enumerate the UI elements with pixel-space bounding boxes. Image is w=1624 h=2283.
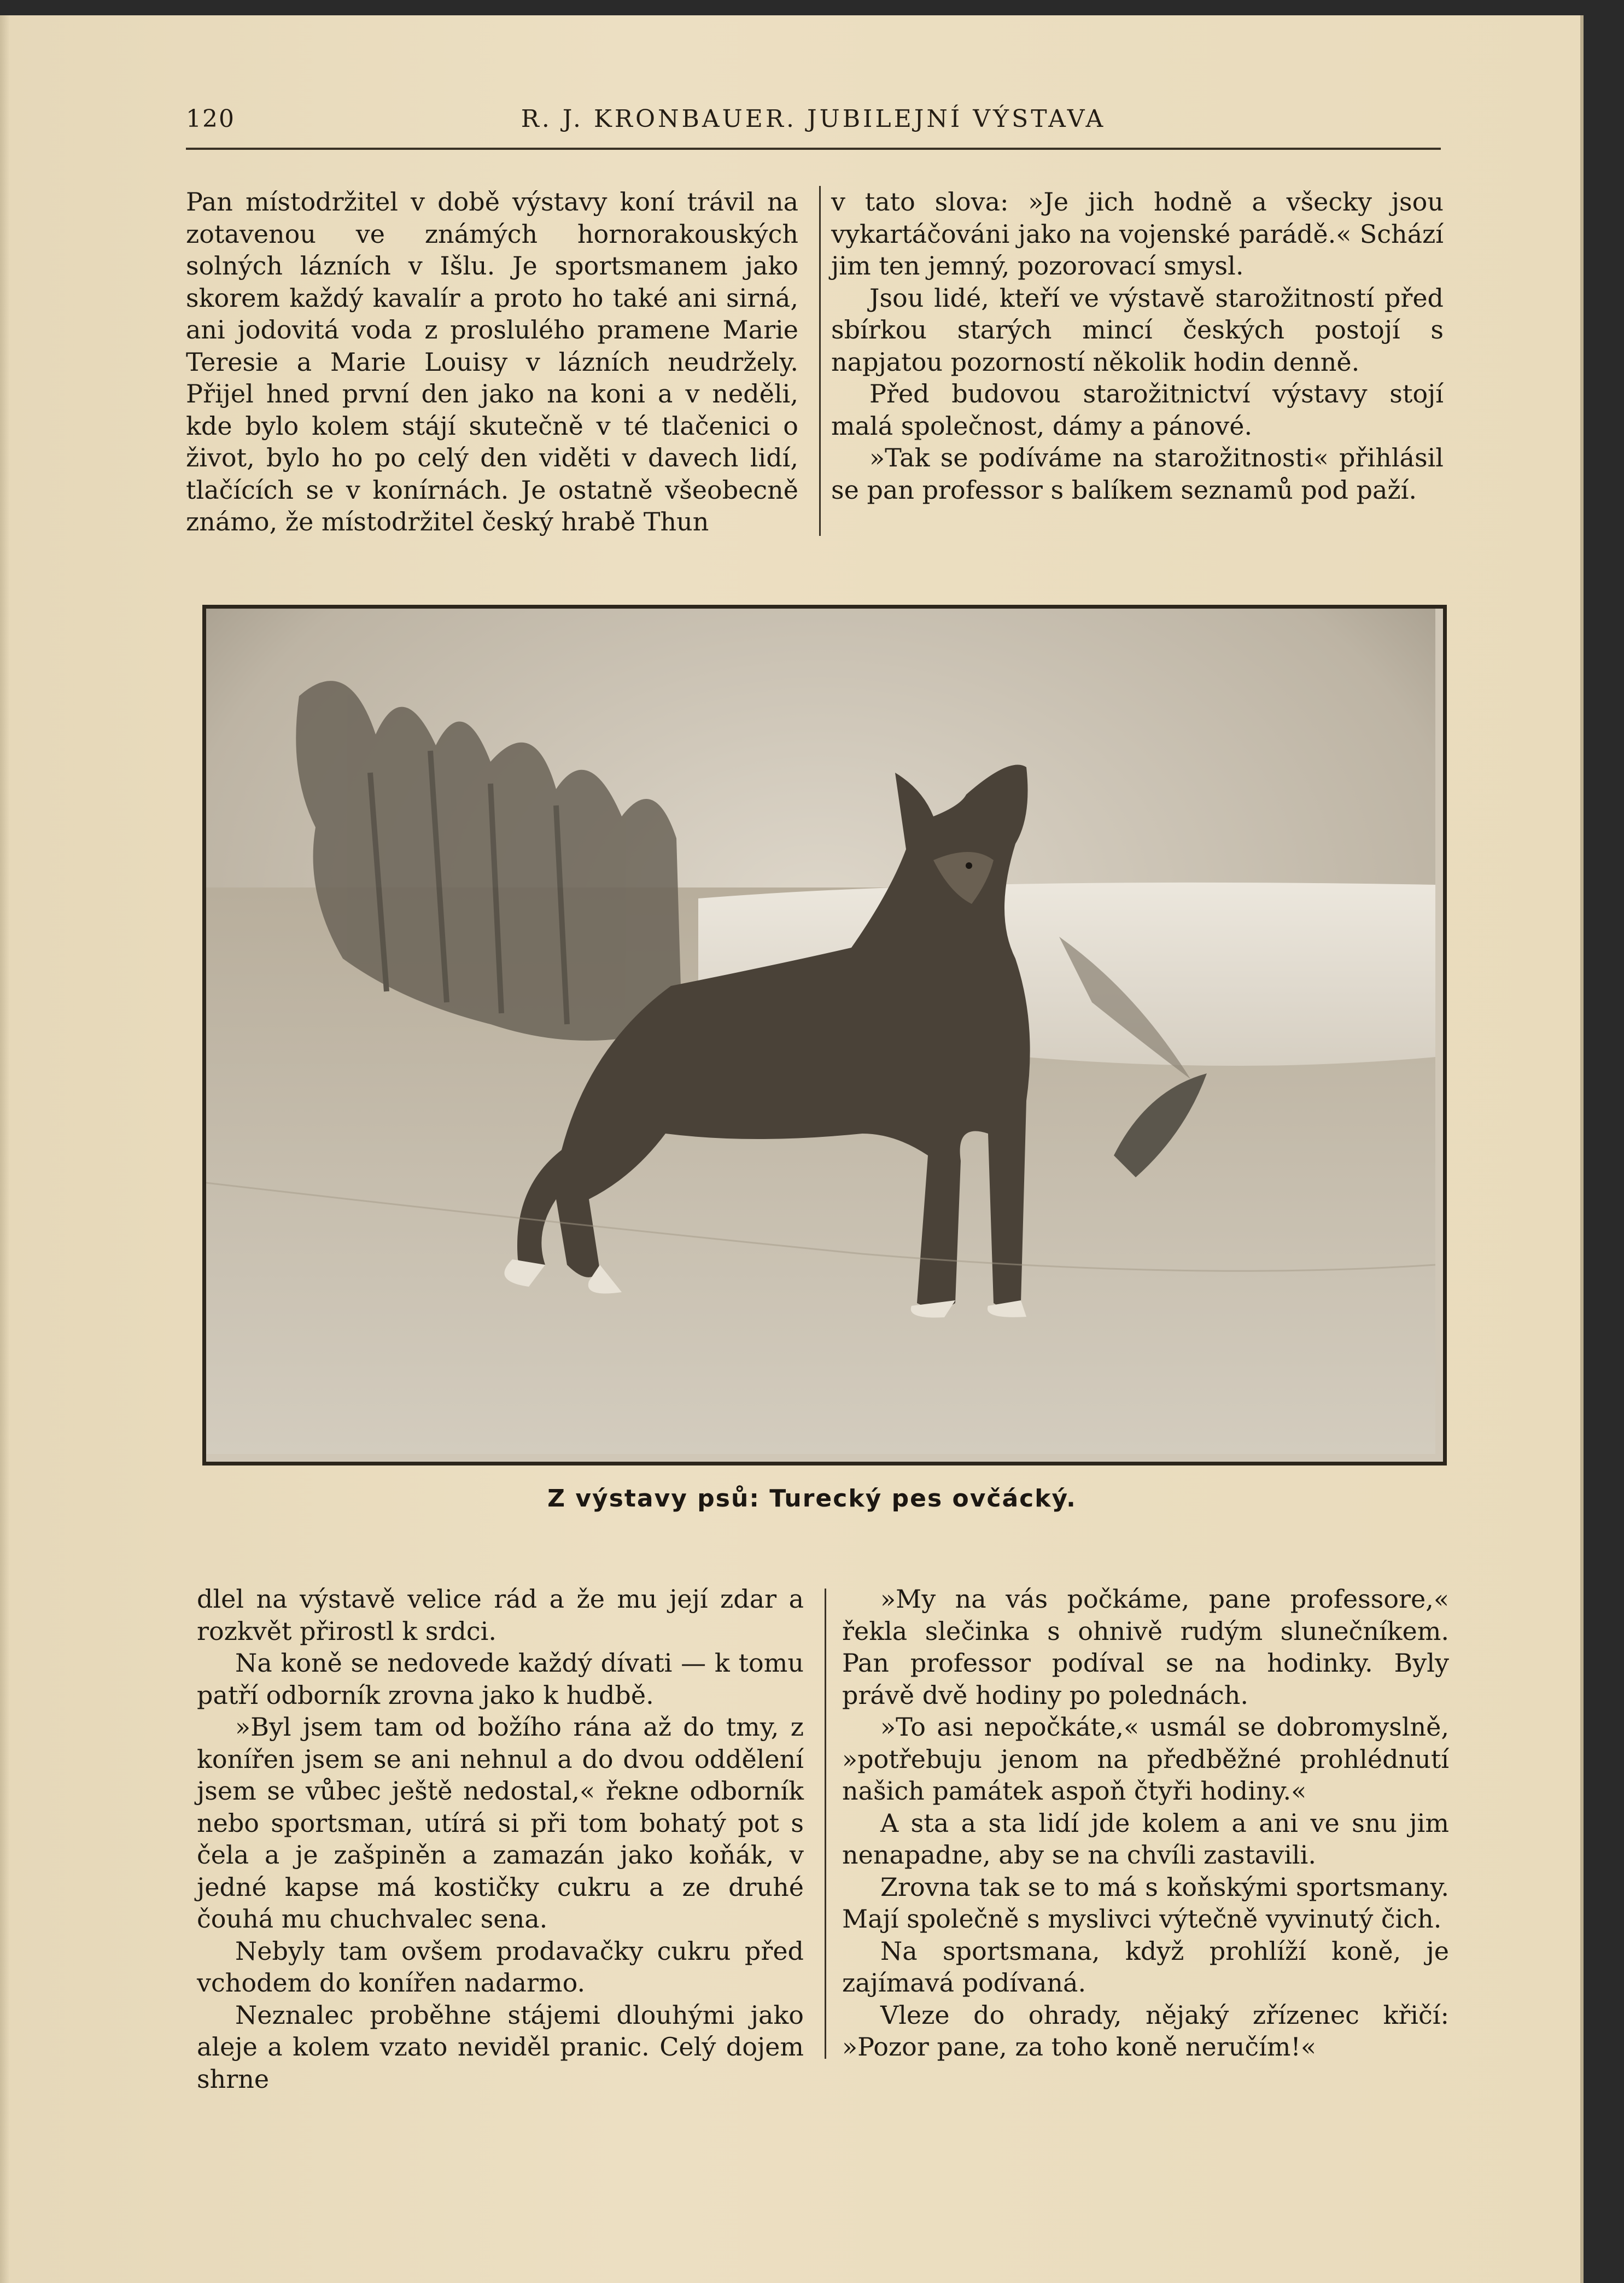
paragraph: Zrovna tak se to má s koňskými sportsmany. Mají společně s myslivci výtečně vyvinutý čich. — [842, 1872, 1449, 1934]
paragraph: Nebyly tam ovšem prodavačky cukru před vchodem do konířen nadarmo. — [197, 1936, 804, 1998]
paragraph: Pan místodržitel v době výstavy koní trávil na zotavenou ve známých hornorakouských solných lázních v Išlu. Je sportsmanem jako skorem každý kavalír a proto ho také ani sirná, ani jodovitá voda z proslulého pramene Marie Teresie a Marie Louisy v lázních neudržely. Přijel hned první den jako na koni a v neděli, kde bylo kolem stájí skutečně v té tlačenici o život, bylo ho po celý den viděti v davech lidí, tlačících se v konírnách. Je ostatně všeobecně známo, že místodržitel český hrabě Thun — [186, 187, 798, 536]
paragraph: »To asi nepočkáte,« usmál se dobromyslně, »potřebuju jenom na předběžné prohlédnutí našich památek aspoň čtyři hodiny.« — [842, 1712, 1449, 1806]
page-spine-shadow — [0, 15, 10, 2283]
paragraph: Neznalec proběhne stájemi dlouhými jako aleje a kolem vzato neviděl pranic. Celý dojem shrne — [197, 2000, 804, 2094]
page-number: 120 — [186, 105, 235, 133]
paragraph: »Tak se podíváme na starožitnosti« přihlásil se pan professor s balíkem seznamů pod paží. — [831, 443, 1444, 505]
column-top-right — [831, 186, 1444, 506]
column-top-left — [186, 186, 798, 538]
paragraph: »My na vás počkáme, pane professore,« řekla slečinka s ohnivě rudým slunečníkem. Pan professor podíval se na hodinky. Byly právě dvě hodiny po polednách. — [842, 1584, 1449, 1710]
paragraph: Na sportsmana, když prohlíží koně, je zajímavá podívaná. — [842, 1936, 1449, 1998]
column-bottom-right — [842, 1583, 1449, 2063]
column-divider — [819, 186, 821, 536]
paragraph: Vleze do ohrady, nějaký zřízenec křičí: »Pozor pane, za toho koně neručím!« — [842, 2000, 1449, 2062]
paragraph: Jsou lidé, kteří ve výstavě starožitností před sbírkou starých mincí českých postojí s napjatou pozorností několik hodin denně. — [831, 283, 1444, 377]
paragraph: dlel na výstavě velice rád a že mu její zdar a rozkvět přirostl k srdci. — [197, 1584, 804, 1646]
paragraph: A sta a sta lidí jde kolem a ani ve snu jim nenapadne, aby se na chvíli zastavili. — [842, 1808, 1449, 1870]
paragraph: Před budovou starožitnictví výstavy stojí malá společnost, dámy a pánové. — [831, 379, 1444, 441]
dog-photograph — [202, 605, 1447, 1465]
column-divider — [825, 1589, 826, 2059]
figure-caption: Z výstavy psů: Turecký pes ovčácký. — [547, 1485, 1077, 1513]
paragraph: v tato slova: »Je jich hodně a všecky jsou vykartáčováni jako na vojenské parádě.« Schází jim ten jemný, pozorovací smysl. — [831, 187, 1444, 281]
column-bottom-left — [197, 1583, 804, 2095]
paragraph: »Byl jsem tam od božího rána až do tmy, z konířen jsem se ani nehnul a do dvou oddělení jsem se vůbec ještě nedostal,« řekne odborník nebo sportsman, utírá si při tom bohatý pot s čela a je zašpiněn a zamazán jako koňák, v jedné kapse má kostičky cukru a ze druhé čouhá mu chuchvalec sena. — [197, 1712, 804, 1934]
page-header — [186, 93, 1441, 150]
running-title: R. J. KRONBAUER. JUBILEJNÍ VÝSTAVA — [521, 105, 1106, 133]
paragraph: Na koně se nedovede každý dívati — k tomu patří odborník zrovna jako k hudbě. — [197, 1648, 804, 1710]
